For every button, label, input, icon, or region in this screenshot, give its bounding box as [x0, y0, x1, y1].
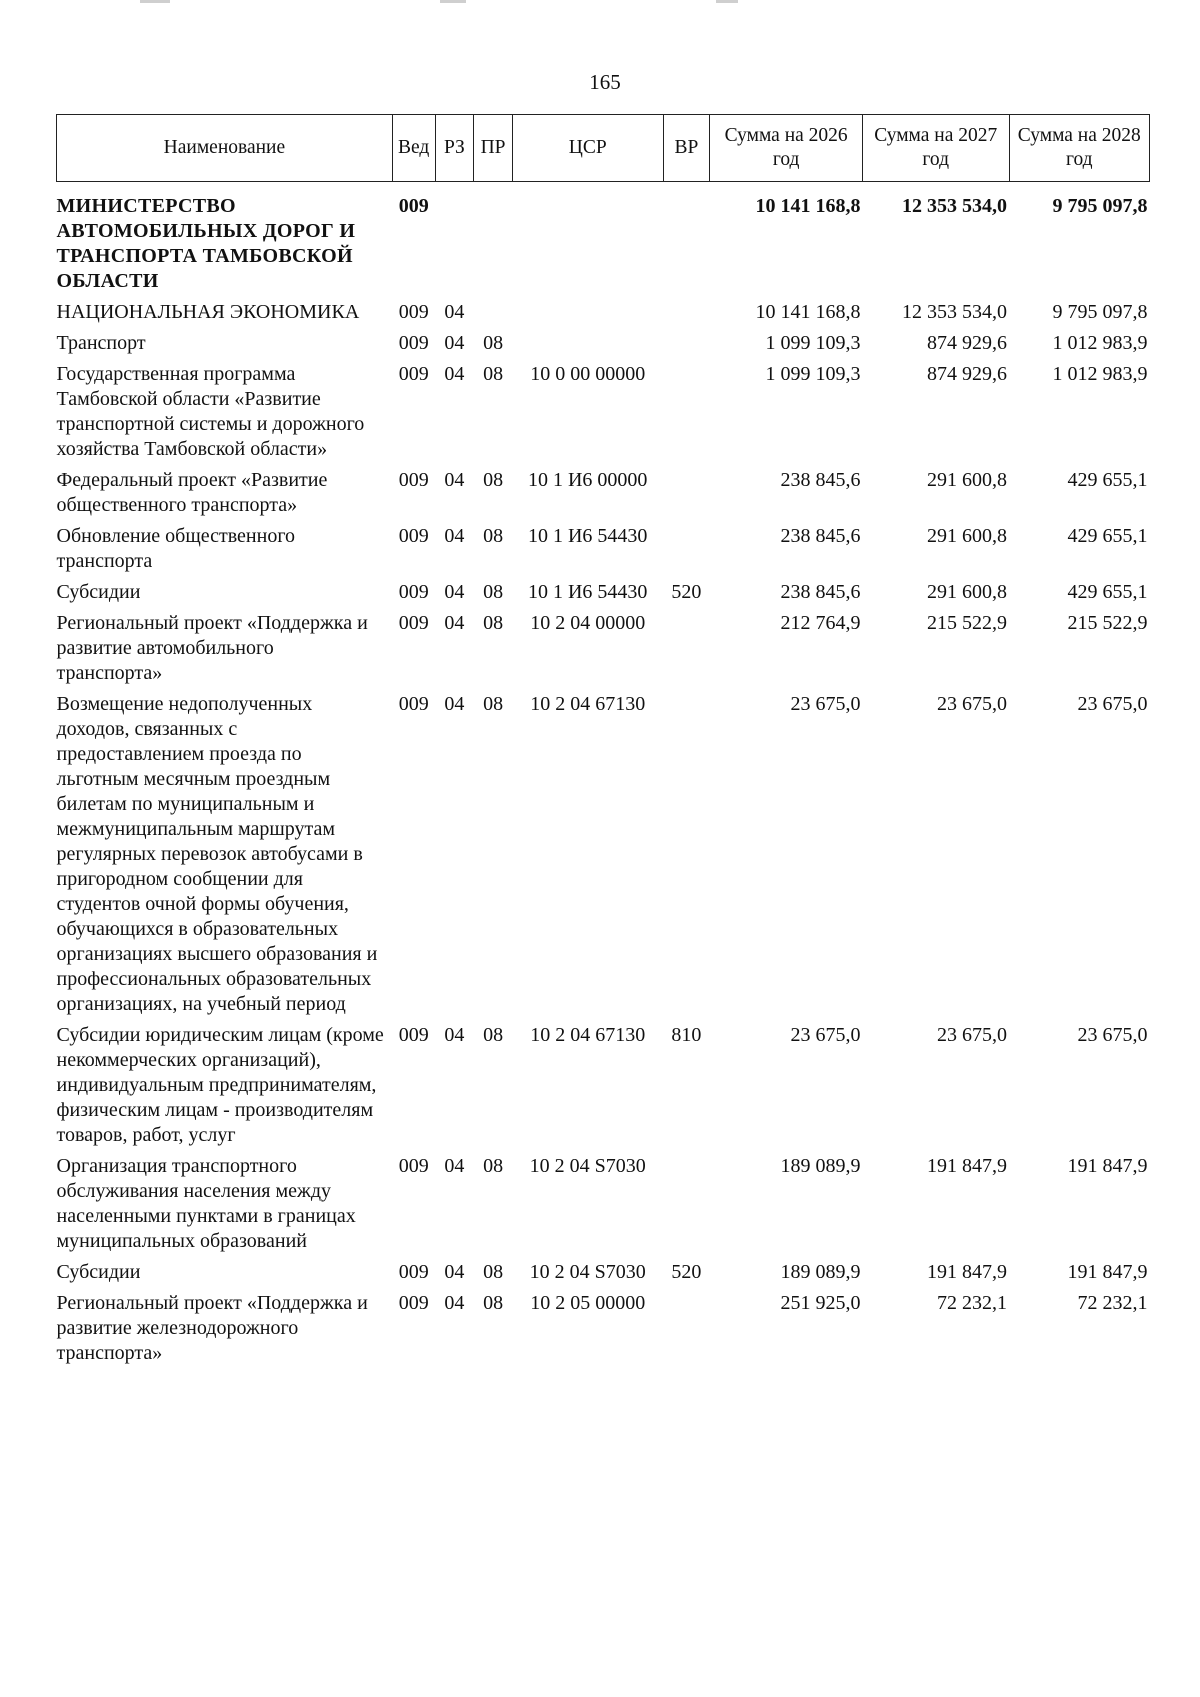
row-pr: 08: [483, 1024, 504, 1046]
row-vr: 520: [671, 581, 702, 603]
row-sum-2028: 72 232,1: [1077, 1292, 1148, 1314]
row-pr: [474, 182, 513, 299]
row-rz: 04: [444, 1261, 465, 1283]
row-name: Государственная программа Тамбовской области «Развитие транспортной системы и дорожного хозяйства Тамбовской области»: [56, 363, 365, 460]
row-name: Организация транспортного обслуживания населения между населенными пунктами в границах муниципальных образований: [56, 1155, 356, 1252]
row-csr: [512, 298, 663, 329]
table-row: [57, 1289, 1150, 1370]
row-ved: 009: [398, 1261, 429, 1283]
row-csr: 10 2 04 67130: [530, 1024, 646, 1046]
row-sum-2028: 1 012 983,9: [1052, 363, 1148, 385]
row-sum-2028: 429 655,1: [1067, 581, 1148, 603]
table-row: [57, 1152, 1150, 1258]
budget-table: [56, 114, 1150, 1370]
row-name: Субсидии юридическим лицам (кроме некоммерческих организаций), индивидуальным предпринимателям, физическим лицам - производителям товаров, работ, услуг: [56, 1024, 384, 1146]
row-ved: 009: [398, 1155, 429, 1177]
table-row: [57, 1258, 1150, 1289]
header-sum-2027: Сумма на 2027 год: [862, 115, 1009, 182]
row-sum-2026: 238 845,6: [780, 581, 861, 603]
row-ved: 009: [398, 581, 429, 603]
row-pr: [474, 298, 513, 329]
header-rz: РЗ: [435, 115, 474, 182]
scan-artifact: [140, 0, 170, 3]
table-row: [57, 182, 1150, 299]
scan-artifact: [716, 0, 738, 3]
row-rz: 04: [444, 581, 465, 603]
row-vr: [663, 360, 710, 466]
row-name: НАЦИОНАЛЬНАЯ ЭКОНОМИКА: [56, 301, 360, 323]
row-rz: 04: [444, 363, 465, 385]
row-sum-2027: 291 600,8: [927, 581, 1008, 603]
table-row: [57, 578, 1150, 609]
row-name: Региональный проект «Поддержка и развитие автомобильного транспорта»: [56, 612, 368, 684]
row-pr: 08: [483, 1155, 504, 1177]
row-csr: 10 2 04 S7030: [529, 1261, 646, 1283]
row-csr: 10 2 04 00000: [530, 612, 646, 634]
row-name: Федеральный проект «Развитие общественного транспорта»: [56, 469, 328, 516]
table-row: [57, 329, 1150, 360]
row-pr: 08: [483, 581, 504, 603]
row-sum-2027: 291 600,8: [927, 469, 1008, 491]
table-row: [57, 1021, 1150, 1152]
row-vr: [663, 329, 710, 360]
row-vr: [663, 609, 710, 690]
row-name: Субсидии: [56, 1261, 141, 1283]
row-sum-2028: 429 655,1: [1067, 525, 1148, 547]
row-csr: [512, 182, 663, 299]
row-rz: 04: [444, 1024, 465, 1046]
row-csr: 10 1 И6 00000: [527, 469, 648, 491]
row-ved: 009: [398, 525, 429, 547]
row-sum-2027: 874 929,6: [927, 363, 1008, 385]
row-vr: [663, 298, 710, 329]
table-header: [57, 115, 1150, 182]
row-rz: [435, 182, 474, 299]
row-csr: 10 1 И6 54430: [527, 581, 648, 603]
scan-artifact: [440, 0, 466, 3]
row-sum-2028: 9 795 097,8: [1052, 301, 1148, 323]
row-vr: [663, 182, 710, 299]
table-row: [57, 690, 1150, 1021]
row-csr: 10 0 00 00000: [530, 363, 646, 385]
row-rz: 04: [444, 1155, 465, 1177]
row-ved: 009: [398, 195, 429, 217]
row-sum-2027: 291 600,8: [927, 525, 1008, 547]
row-name: Транспорт: [56, 332, 146, 354]
row-sum-2027: 874 929,6: [927, 332, 1008, 354]
header-ved: Вед: [392, 115, 435, 182]
row-sum-2026: 23 675,0: [790, 1024, 861, 1046]
row-sum-2027: 12 353 534,0: [902, 301, 1008, 323]
row-sum-2026: 189 089,9: [780, 1261, 861, 1283]
header-name: Наименование: [57, 115, 393, 182]
row-vr: [663, 466, 710, 522]
row-csr: 10 1 И6 54430: [527, 525, 648, 547]
row-sum-2028: 1 012 983,9: [1052, 332, 1148, 354]
header-sum-2026: Сумма на 2026 год: [710, 115, 863, 182]
row-vr: [663, 1152, 710, 1258]
row-sum-2026: 251 925,0: [780, 1292, 861, 1314]
row-pr: 08: [483, 525, 504, 547]
row-rz: 04: [444, 525, 465, 547]
row-sum-2028: 429 655,1: [1067, 469, 1148, 491]
row-sum-2027: 191 847,9: [927, 1155, 1008, 1177]
row-ved: 009: [398, 1024, 429, 1046]
row-ved: 009: [398, 1292, 429, 1314]
row-sum-2027: 23 675,0: [937, 693, 1008, 715]
row-ved: 009: [398, 301, 429, 323]
row-pr: 08: [483, 363, 504, 385]
row-vr: 810: [671, 1024, 702, 1046]
row-sum-2027: 23 675,0: [937, 1024, 1008, 1046]
row-csr: 10 2 04 67130: [530, 693, 646, 715]
row-rz: 04: [444, 1292, 465, 1314]
row-vr: [663, 1289, 710, 1370]
row-rz: 04: [444, 301, 465, 323]
table-row: [57, 466, 1150, 522]
row-vr: [663, 522, 710, 578]
row-sum-2027: 12 353 534,0: [902, 195, 1008, 217]
row-sum-2028: 215 522,9: [1067, 612, 1148, 634]
row-sum-2026: 189 089,9: [780, 1155, 861, 1177]
row-pr: 08: [483, 469, 504, 491]
row-sum-2027: 191 847,9: [927, 1261, 1008, 1283]
row-rz: 04: [444, 469, 465, 491]
row-sum-2028: 191 847,9: [1067, 1261, 1148, 1283]
row-sum-2028: 191 847,9: [1067, 1155, 1148, 1177]
row-vr: 520: [671, 1261, 702, 1283]
table-row: [57, 522, 1150, 578]
row-name: Обновление общественного транспорта: [56, 525, 296, 572]
row-sum-2028: 9 795 097,8: [1052, 195, 1148, 217]
row-sum-2027: 72 232,1: [937, 1292, 1008, 1314]
row-sum-2027: 215 522,9: [927, 612, 1008, 634]
row-sum-2028: 23 675,0: [1077, 693, 1148, 715]
row-name: Региональный проект «Поддержка и развитие железнодорожного транспорта»: [56, 1292, 368, 1364]
row-name: Возмещение недополученных доходов, связанных с предоставлением проезда по льготным месячным проездным билетам по муниципальным и межмуниципальным маршрутам регулярных перевозок автобусами в пригородном сообщении для студентов очной формы обучения, обучающихся в образовательных организациях высшего образования и профессиональных образовательных организациях, на учебный период: [56, 693, 378, 1015]
row-rz: 04: [444, 332, 465, 354]
table-row: [57, 360, 1150, 466]
row-sum-2026: 1 099 109,3: [765, 332, 861, 354]
table-row: [57, 609, 1150, 690]
row-sum-2028: 23 675,0: [1077, 1024, 1148, 1046]
row-csr: 10 2 05 00000: [530, 1292, 646, 1314]
table-body: [57, 182, 1150, 1371]
row-pr: 08: [483, 1292, 504, 1314]
table-row: [57, 298, 1150, 329]
row-rz: 04: [444, 693, 465, 715]
row-pr: 08: [483, 612, 504, 634]
row-csr: [512, 329, 663, 360]
row-sum-2026: 238 845,6: [780, 469, 861, 491]
row-ved: 009: [398, 693, 429, 715]
row-sum-2026: 1 099 109,3: [765, 363, 861, 385]
header-csr: ЦСР: [512, 115, 663, 182]
row-ved: 009: [398, 469, 429, 491]
row-ved: 009: [398, 363, 429, 385]
row-pr: 08: [483, 693, 504, 715]
row-name: Субсидии: [56, 581, 141, 603]
header-pr: ПР: [474, 115, 513, 182]
row-sum-2026: 212 764,9: [780, 612, 861, 634]
row-sum-2026: 10 141 168,8: [755, 195, 861, 217]
row-vr: [663, 690, 710, 1021]
row-ved: 009: [398, 612, 429, 634]
row-name: МИНИСТЕРСТВО АВТОМОБИЛЬНЫХ ДОРОГ И ТРАНСПОРТА ТАМБОВСКОЙ ОБЛАСТИ: [56, 195, 356, 292]
row-sum-2026: 238 845,6: [780, 525, 861, 547]
header-sum-2028: Сумма на 2028 год: [1009, 115, 1149, 182]
row-sum-2026: 10 141 168,8: [755, 301, 861, 323]
row-rz: 04: [444, 612, 465, 634]
row-sum-2026: 23 675,0: [790, 693, 861, 715]
row-ved: 009: [398, 332, 429, 354]
row-pr: 08: [483, 1261, 504, 1283]
row-pr: 08: [483, 332, 504, 354]
page-number: 165: [589, 70, 621, 94]
row-csr: 10 2 04 S7030: [529, 1155, 646, 1177]
header-vr: ВР: [663, 115, 710, 182]
